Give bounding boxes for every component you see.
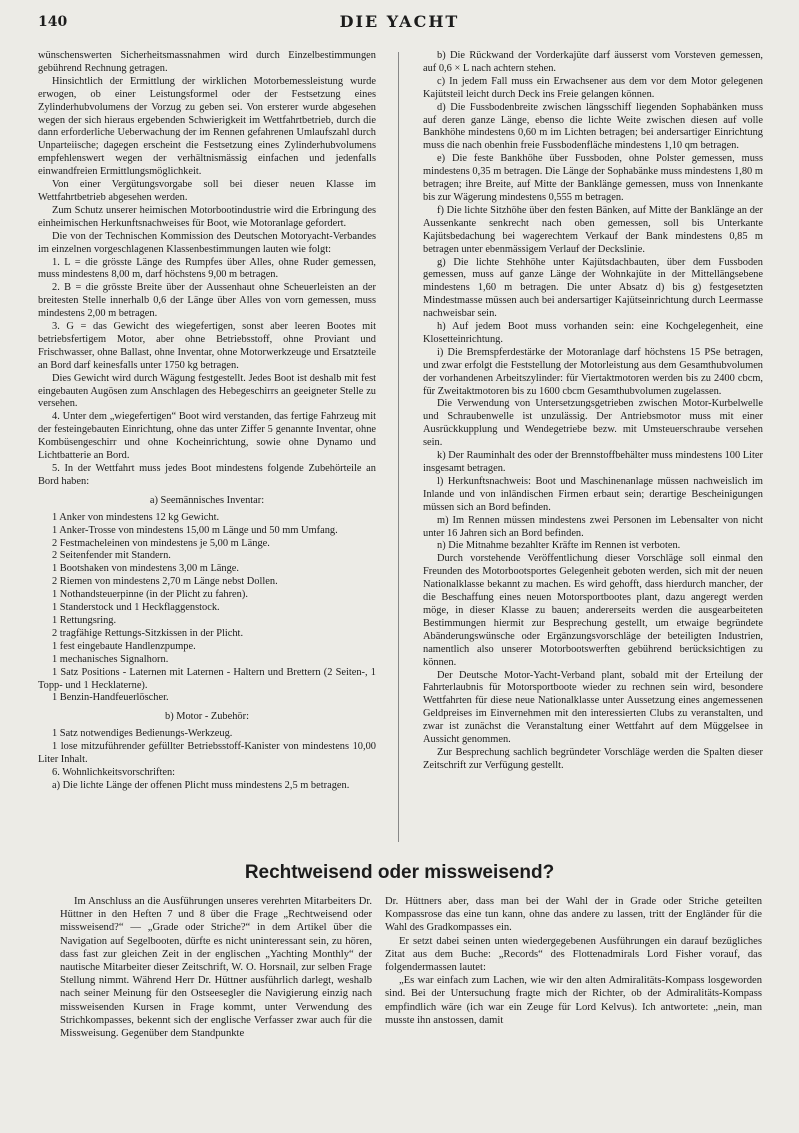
paragraph: Er setzt dabei seinen unten wiedergegebenen Ausführungen ein darauf bezügliches Zitat aus dem Buche: „Records“ des Flottenadmirals Lord Fisher vorauf, das folgendermassen lautet: [385, 935, 762, 974]
paragraph: Zur Besprechung sachlich begründeter Vorschläge werden die Spalten dieser Zeitschrift zur Verfügung gestellt. [423, 746, 763, 771]
paragraph: l) Herkunftsnachweis: Boot und Maschinenanlage müssen nachweislich im Inlande und von inländischen Firmen erbaut sein; derartige Bescheinigungen müssen sich an Bord befinden. [423, 475, 763, 513]
paragraph: 6. Wohnlichkeitsvorschriften: [52, 766, 176, 778]
paragraph: wünschenswerten Sicherheitsmassnahmen wird durch Einzelbestimmungen gebührend Rechnung getragen. [38, 50, 376, 74]
column-divider [398, 52, 399, 842]
paragraph: f) Die lichte Sitzhöhe über den festen Bänken, auf Mitte der Banklänge an der Aussenkante senkrecht nach oben gemessen, soll bis Unterkante Kajütsbedachung bei wagerechtem Verkauf der Bank mindestens 0,85 m betragen unter ebenmässigem Verlauf der Deckslinie. [423, 204, 763, 255]
paragraph: n) Die Mitnahme bezahlter Kräfte im Rennen ist verboten. [437, 540, 681, 552]
paragraph: 1. L = die grösste Länge des Rumpfes über Alles, ohne Ruder gemessen, muss mindestens 8,00 m, darf höchstens 9,00 m betragen. [38, 256, 376, 281]
paragraph: Zum Schutz unserer heimischen Motorbootindustrie wird die Erbringung des einheimischen Herkunftsnachweises für Boot, wie Motoranlage gefordert. [38, 204, 376, 229]
paragraph: Dies Gewicht wird durch Wägung festgestellt. Jedes Boot ist deshalb mit fest eingebauten Augösen zum Anschlagen des Hebegeschirrs an geeigneter Stelle zu versehen. [38, 372, 376, 410]
second-article-column-right [385, 895, 762, 1027]
paragraph: 1 Standerstock und 1 Heckflaggenstock. [52, 602, 220, 614]
article-column-left [38, 50, 376, 793]
journal-title: DIE YACHT [339, 12, 460, 31]
paragraph: 1 Rettungsring. [52, 614, 117, 626]
paragraph: 1 Nothandsteuerpinne (in der Plicht zu fahren). [52, 589, 248, 601]
paragraph: 1 Bootshaken von mindestens 3,00 m Länge. [52, 563, 240, 575]
paragraph: Durch vorstehende Veröffentlichung dieser Vorschläge soll einmal den Freunden des Motorbootsportes Gelegenheit geboten werden, sich mit der neuen Nationalklasse bekannt zu machen. Es wird gehofft, dass hierdurch mancher, der die Beschaffung eines neuen Motorsportbootes plant, dazu angeregt werden möge, in dieser Klasse zu bauen; andererseits werden die ausgearbeiteten Bestimmungen hiermit zur Besprechung gestellt, um etwaige begründete Abänderungswünsche oder Ergänzungsvorschläge der beteiligten Industrien, namentlich also unserer Motorbootswerften gebührend berücksichtigen zu können. [423, 553, 763, 668]
paragraph: Die Verwendung von Untersetzungsgetrieben zwischen Motor-Kurbelwelle und Schraubenwelle ist unzulässig. Der Antriebsmotor muss mit einer Ausrückkupplung und Wendegetriebe bezw. mit Umsteuerschraube versehen sein. [423, 398, 763, 449]
paragraph: 2 tragfähige Rettungs-Sitzkissen in der Plicht. [52, 627, 244, 639]
paragraph: 1 Satz Positions - Laternen mit Laternen - Haltern und Brettern (2 Seiten-, 1 Topp- und 1 Hecklaterne). [38, 666, 376, 691]
article-title: Rechtweisend oder missweisend? [244, 862, 555, 883]
paragraph: Dr. Hüttners aber, dass man bei der Wahl der in Grade oder Striche geteilten Kompassrose das eine tun kann, ohne das andere zu lassen, tritt der Engländer für die Wahl des Gradkompasses ein. [385, 896, 762, 934]
paragraph: h) Auf jedem Boot muss vorhanden sein: eine Kochgelegenheit, eine Klosetteinrichtung. [423, 321, 763, 345]
paragraph: e) Die feste Bankhöhe über Fussboden, ohne Polster gemessen, muss mindestens 0,35 m betragen. Die Länge der Sophabänke muss mindestens 1,80 m betragen; ihre Breite, auf Mitte der Banklänge gemessen, muss von Innenkante bis zur Wägerung mindestens 0,555 m betragen. [423, 153, 763, 203]
paragraph: c) In jedem Fall muss ein Erwachsener aus dem vor dem Motor gelegenen Kajütsteil leicht durch Deck ins Freie gelangen können. [423, 75, 763, 100]
article-column-right [423, 50, 763, 773]
paragraph: „Es war einfach zum Lachen, wie wir den alten Admiralitäts-Kompass losgeworden sind. Bei der Untersuchung fragte mich der Richter, ob der Admiralitäts-Kompass empfindlich wäre (ich war ein Zeuge für Lord Kelvus). Ich antwortete: „nein, man musste ihn anstossen, damit [385, 975, 762, 1026]
paragraph: 1 Anker von mindestens 12 kg Gewicht. [52, 511, 220, 523]
paragraph: 2. B = die grösste Breite über der Aussenhaut ohne Scheuerleisten an der breitesten Stelle innerhalb 0,6 der Länge über Alles von vorn gemessen, muss mindestens 2,00 m betragen. [38, 282, 376, 320]
paragraph: k) Der Rauminhalt des oder der Brennstoffbehälter muss mindestens 100 Liter insgesamt betragen. [423, 450, 763, 474]
paragraph: i) Die Bremspferdestärke der Motoranlage darf höchstens 15 PSe betragen, und zwar erfolgt die Feststellung der Motorleistung aus dem Gesamthubvolumen der vorhandenen Arbeitszylinder: für Viertaktmotoren werden bis zu 2400 cbcm, für Zweitaktmotoren bis zu 1600 cbcm Gesamthubvolumen zugelassen. [423, 346, 763, 397]
paragraph: Der Deutsche Motor-Yacht-Verband plant, sobald mit der Erteilung der Fahrterlaubnis für Motorsportboote wieder zu rechnen sein wird, besondere Wettfahrten für diese neue Nationalklasse unter Aussetzung eines angemessenen Geldpreises im Einvernehmen mit den interessierten Clubs zu veranstalten, und zwar ist zunächst die Veranstaltung einer Wettfahrt auf dem Müggelsee in Aussicht genommen. [423, 669, 763, 746]
subsection-heading: b) Motor - Zubehör: [165, 711, 249, 723]
paragraph: 1 Satz notwendiges Bedienungs-Werkzeug. [52, 728, 233, 740]
subsection-heading: a) Seemännisches Inventar: [149, 494, 265, 506]
paragraph: b) Die Rückwand der Vorderkajüte darf äusserst vom Vorsteven gemessen, auf 0,6 × L nach achtern stehen. [423, 50, 763, 74]
paragraph: 2 Seitenfender mit Standern. [52, 550, 171, 562]
paragraph: Von einer Vergütungsvorgabe soll bei dieser neuen Klasse im Wettfahrtbetrieb abgesehen werden. [38, 179, 376, 203]
paragraph: g) Die lichte Stehhöhe unter Kajütsdachbauten, über dem Fussboden gemessen, muss auf ganze Länge der Wohnkajüte in der Mittellängsebene mindestens 1,60 m betragen. Die unter Absatz d) bis g) festgesetzten Mindestmasse müssen auch bei andersartiger Kajütseinrichtung durch Leermasse nachweisbar sein. [423, 256, 763, 320]
paragraph: 1 fest eingebaute Handlenzpumpe. [52, 640, 196, 652]
paragraph: Im Anschluss an die Ausführungen unseres verehrten Mitarbeiters Dr. Hüttner in den Heften 7 und 8 über die Frage „Rechtweisend oder missweisend?“ — „Grade oder Striche?“ in dem Artikel über die Navigation auf Segelbooten, dürfte es nicht uninteressant sein, zu hören, dass fast zur gleichen Zeit in der englischen „Yachting Monthly“ der nautische Mitarbeiter dieser Zeitschrift, W. O. Horsnail, zur selben Frage Stellung nimmt. Während Herr Dr. Hüttner ausführlich darlegt, weshalb nach seiner Meinung für den Ostseesegler die Navigierung einzig nach missweisenden Kursen in Frage kommt, unter Verwendung des Strichkompasses, bekennt sich der englische Verfasser zwar auch für die Missweisung. Gegenüber dem Standpunkte [60, 896, 372, 1040]
paragraph: m) Im Rennen müssen mindestens zwei Personen im Lebensalter von nicht unter 16 Jahren sich an Bord befinden. [423, 514, 763, 539]
paragraph: 2 Riemen von mindestens 2,70 m Länge nebst Dollen. [52, 576, 278, 588]
second-article-column-left [60, 895, 372, 1040]
paragraph: a) Die lichte Länge der offenen Plicht muss mindestens 2,5 m betragen. [52, 779, 350, 791]
paragraph: 1 mechanisches Signalhorn. [52, 653, 169, 665]
paragraph: 2 Festmacheleinen von mindestens je 5,00 m Länge. [52, 537, 270, 549]
paragraph: 1 Benzin-Handfeuerlöscher. [52, 692, 169, 704]
paragraph: 1 lose mitzuführender gefüllter Betriebsstoff-Kanister von mindestens 10,00 Liter Inhalt. [38, 741, 376, 766]
paragraph: 3. G = das Gewicht des wiegefertigen, sonst aber leeren Bootes mit betriebsfertigem Motor, aber ohne Betriebsstoff, ohne Proviant und Frischwasser, ohne Ballast, ohne Inventar, ohne Motorwerkzeuge und Ersatzteile an Bord darf keinesfalls unter 1750 kg betragen. [38, 321, 376, 371]
page-number: 140 [38, 14, 68, 30]
paragraph: Die von der Technischen Kommission des Deutschen Motoryacht-Verbandes im einzelnen vorgeschlagenen Klassenbestimmungen lauten wie folgt: [38, 230, 376, 255]
paragraph: Hinsichtlich der Ermittlung der wirklichen Motorbemessleistung wurde erwogen, ob einer Leistungsformel oder der Festsetzung eines Zylinderhubvolumens der Vorzug zu geben sei. Von ersterer wurde abgesehen wegen der sich hieraus ergebenden Schwierigkeit im Wettfahrtbetrieb, durch die dann erforderliche Ueberwachung der im Rennen gefahrenen Umlaufszahl durch Unparteiische; dagegen erscheint die Festsetzung eines Zylinderhubvolumens empfehlenswert wegen der verhältnismässig einfachen und jedenfalls einwandfreien Ermittlungsmöglichkeit. [38, 75, 376, 178]
paragraph: 1 Anker-Trosse von mindestens 15,00 m Länge und 50 mm Umfang. [52, 524, 338, 536]
paragraph: 4. Unter dem „wiegefertigen“ Boot wird verstanden, das fertige Fahrzeug mit der festeingebauten Einrichtung, ohne das unter Ziffer 5 genannte Inventar, ohne Kombüsengeschirr und ohne Kocheinrichtung, sowie ohne Dynamo und Lichtbatterie an Bord. [38, 411, 376, 462]
paragraph: d) Die Fussbodenbreite zwischen längsschiff liegenden Sophabänken muss auf deren ganze Länge, ebenso die lichte Weite zwischen diesen auf volle Bankhöhe mindestens 0,60 m im Lichten betragen; bei andersartiger Einrichtung muss die nach obenhin freie Fussbodenfläche mindestens 1,10 qm betragen. [423, 101, 763, 152]
paragraph: 5. In der Wettfahrt muss jedes Boot mindestens folgende Zubehörteile an Bord haben: [38, 463, 376, 487]
